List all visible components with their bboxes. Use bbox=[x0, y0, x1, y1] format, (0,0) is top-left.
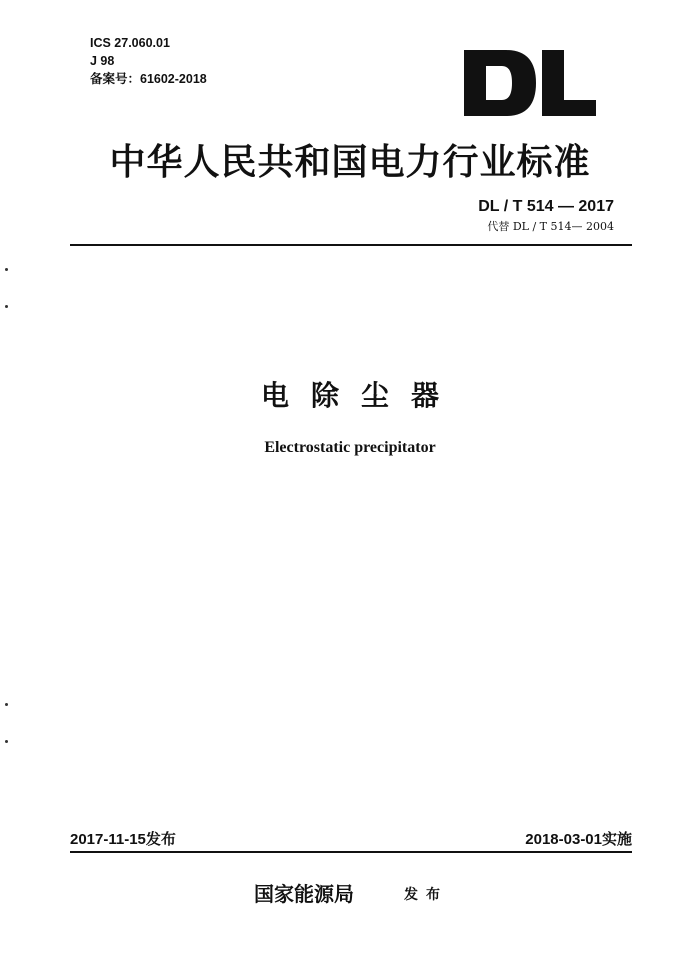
scan-speck bbox=[5, 703, 8, 706]
issue-verb: 发布 bbox=[404, 887, 448, 903]
classification-block bbox=[90, 34, 207, 88]
replaces-standard: 代替 DL / T 514— 2004 bbox=[487, 220, 614, 233]
ics-code: ICS 27.060.01 bbox=[90, 36, 170, 50]
document-title: 电除尘器 bbox=[260, 379, 461, 412]
dl-logo bbox=[462, 48, 598, 118]
dl-logo-letter-d bbox=[464, 50, 536, 116]
bottom-divider bbox=[70, 851, 632, 853]
scan-speck bbox=[5, 740, 8, 743]
standard-number: DL / T 514 — 2017 bbox=[478, 198, 614, 215]
issue-date: 2017-11-15发布 bbox=[70, 831, 176, 848]
document-title-english: Electrostatic precipitator bbox=[264, 439, 436, 456]
implementation-date: 2018-03-01实施 bbox=[525, 831, 632, 848]
scan-speck bbox=[5, 305, 8, 308]
class-code: J 98 bbox=[90, 54, 115, 68]
scan-speck bbox=[5, 268, 8, 271]
filing-number: 备案号：61602-2018 bbox=[90, 72, 207, 86]
top-divider bbox=[70, 244, 632, 246]
dl-logo-letter-l bbox=[542, 50, 596, 116]
issuing-authority: 国家能源局 bbox=[254, 882, 354, 906]
standard-category-title: 中华人民共和国电力行业标准 bbox=[109, 142, 591, 183]
